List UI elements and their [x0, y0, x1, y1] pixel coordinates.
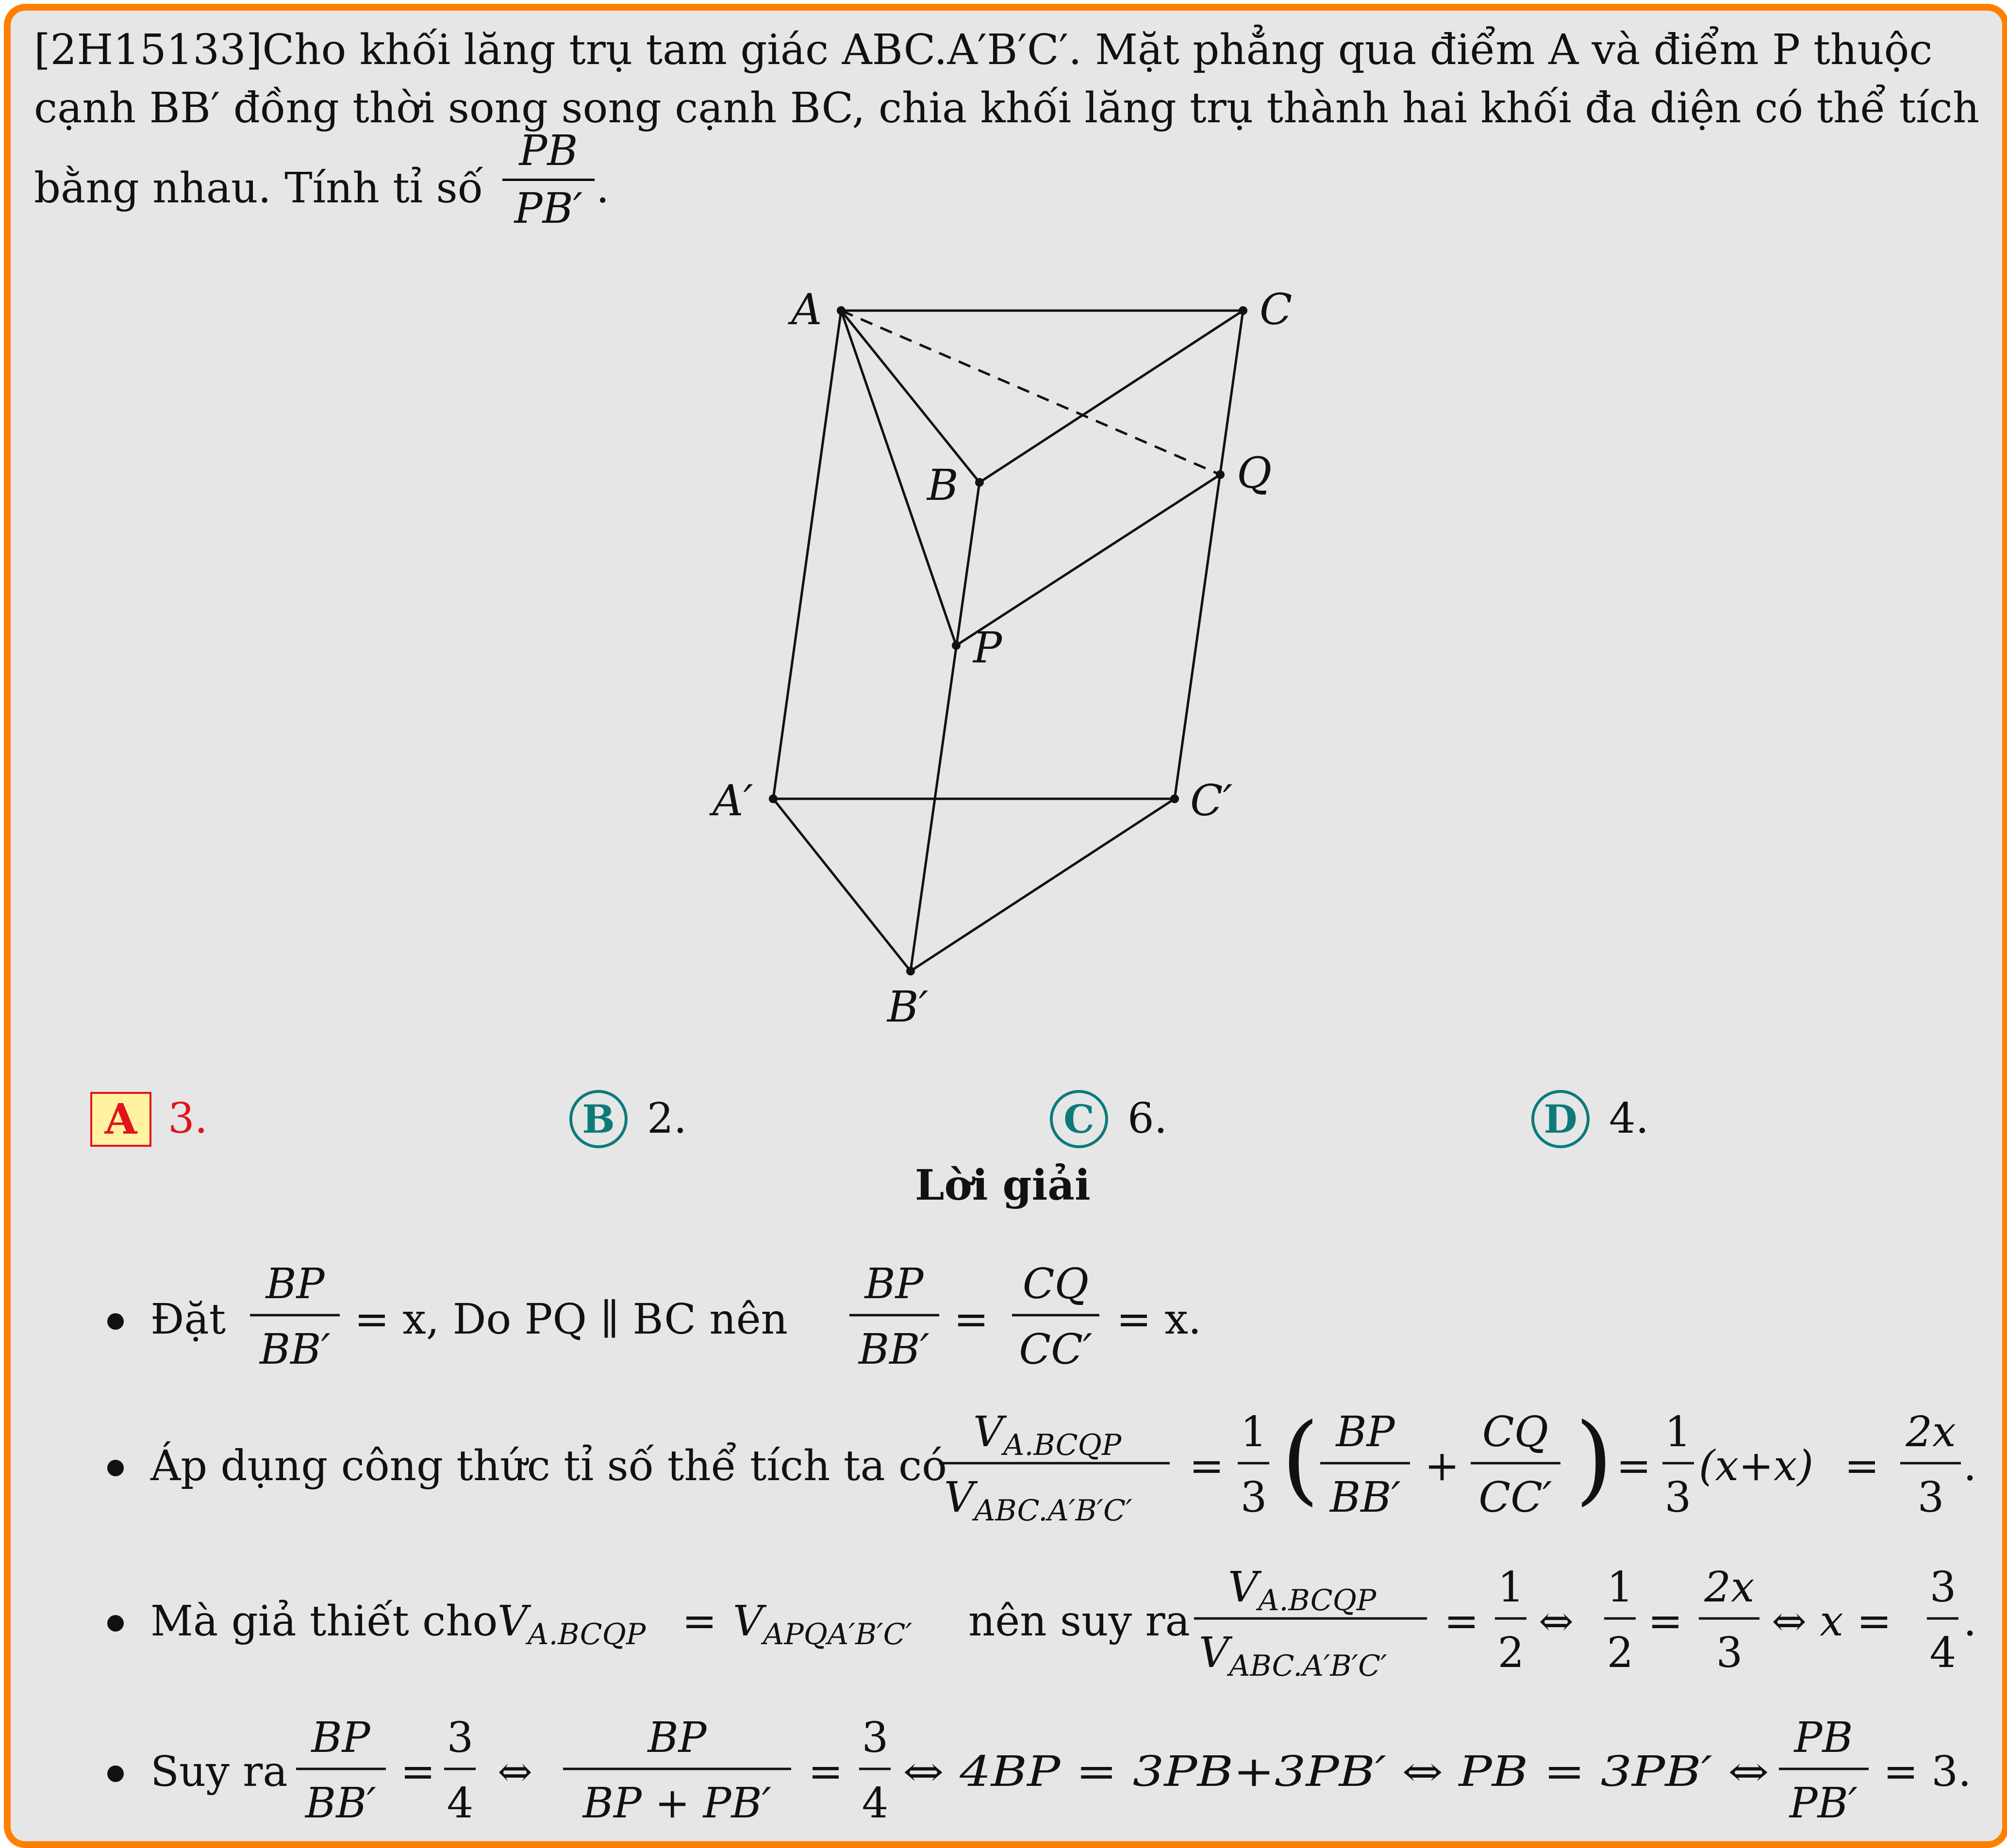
s4-3: 3	[447, 1714, 474, 1762]
s4-iff: ⇔	[498, 1748, 533, 1796]
s1-f2-num: BP	[864, 1260, 924, 1308]
s1-word: Đặt	[150, 1295, 226, 1344]
s4-4: 4	[447, 1779, 474, 1828]
label-A1: A′	[713, 776, 753, 825]
svg-text:VA.BCQP: $V_{A.BCQP}$	[1228, 1563, 1377, 1617]
s3-eq3: =	[1648, 1597, 1683, 1646]
s2-bp: BP	[1336, 1408, 1395, 1456]
s1-f1-den: BB′	[260, 1325, 331, 1374]
s2-plus: +	[1425, 1442, 1460, 1490]
s3-one: 1	[1497, 1563, 1525, 1612]
label-C1: C′	[1190, 776, 1233, 825]
s3-mid: nên suy ra	[968, 1597, 1190, 1646]
s4-text: Suy ra	[150, 1748, 288, 1796]
s1-eq: =	[954, 1295, 989, 1344]
svg-text:VABC.A′B′C′: $V_{ABC.A'B'C'}$	[1199, 1629, 1387, 1683]
bullet-4	[107, 1766, 124, 1782]
s3-iff1: ⇔	[1539, 1597, 1574, 1646]
s2-xx: (x+x)	[1699, 1442, 1814, 1490]
label-A: A	[791, 284, 822, 334]
choice-B-badge: B	[569, 1090, 628, 1148]
label-C: C	[1260, 284, 1293, 334]
s2-text: Áp dụng công thức tỉ số thể tích ta có	[150, 1442, 947, 1490]
s2-bb: BB′	[1330, 1473, 1401, 1522]
s4-den2: BP + PB′	[582, 1779, 772, 1828]
s4-bp: BP	[311, 1714, 370, 1762]
s2-three: 3	[1240, 1473, 1267, 1522]
s3-eq2: =	[1444, 1597, 1479, 1646]
s4-bb: BB′	[305, 1779, 376, 1828]
s1-mid: = x, Do PQ ∥ BC nên	[354, 1295, 788, 1344]
label-B: B	[927, 460, 959, 510]
problem-text-3: bằng nhau. Tính tỉ số	[34, 164, 483, 213]
s3-3b: 3	[1929, 1563, 1957, 1612]
svg-text:VA.BCQP: $V_{A.BCQP}$	[973, 1408, 1122, 1462]
s2-one: 1	[1240, 1408, 1267, 1456]
s3-text: Mà giả thiết cho	[150, 1597, 498, 1646]
s2-three-c: 3	[1917, 1473, 1944, 1522]
s1-end: = x.	[1116, 1295, 1202, 1344]
s4-pbp: PB′	[1789, 1779, 1858, 1828]
s2-lparen: (	[1281, 1402, 1320, 1516]
s2-dot: .	[1963, 1442, 1977, 1490]
s2-cq: CQ	[1482, 1408, 1549, 1456]
svg-text:VA.BCQP: $V_{A.BCQP}$	[498, 1597, 646, 1651]
s4-bp2: BP	[647, 1714, 707, 1762]
bullet-3	[107, 1615, 124, 1632]
s1-f1-num: BP	[265, 1260, 325, 1308]
s2-eq3: =	[1844, 1442, 1880, 1490]
problem-id: [2H15133]	[34, 26, 263, 74]
s2-2x: 2x	[1906, 1408, 1956, 1456]
s3-3: 3	[1716, 1629, 1743, 1677]
choice-D-value: 4.	[1609, 1094, 1649, 1143]
s2-three-b: 3	[1664, 1473, 1692, 1522]
s4-pb: PB	[1794, 1714, 1853, 1762]
s1-f2-den: BB′	[859, 1325, 929, 1374]
svg-text:VAPQA′B′C′: $V_{APQA'B'C'}$	[733, 1597, 912, 1651]
s4-3b: 3	[862, 1714, 889, 1762]
s4-eq1: =	[400, 1748, 436, 1796]
s4-eq2: =	[808, 1748, 844, 1796]
period: .	[596, 164, 610, 213]
s3-two: 2	[1497, 1629, 1525, 1677]
s3-dot: .	[1963, 1597, 1977, 1646]
choice-B-value: 2.	[647, 1094, 687, 1143]
problem-text-2: cạnh BB′ đồng thời song song cạnh BC, chia khối lăng trụ thành hai khối đa diện có thể tích	[34, 84, 1980, 132]
label-Q: Q	[1237, 448, 1272, 498]
s3-2x: 2x	[1704, 1563, 1755, 1612]
s3-eq: =	[682, 1597, 717, 1646]
choice-A-badge: A	[90, 1092, 151, 1147]
bullet-1	[107, 1313, 124, 1330]
bullet-2	[107, 1460, 124, 1476]
s2-eq1: =	[1189, 1442, 1225, 1490]
s4-4b: 4	[862, 1779, 889, 1828]
s4-end: = 3.	[1883, 1748, 1972, 1796]
choice-A-value: 3.	[168, 1094, 208, 1143]
s2-one-b: 1	[1664, 1408, 1692, 1456]
s3-one-b: 1	[1607, 1563, 1634, 1612]
s2-rparen: )	[1575, 1402, 1613, 1516]
solution-title: Lời giải	[915, 1161, 1091, 1210]
s3-4: 4	[1929, 1629, 1957, 1677]
label-B1: B′	[887, 982, 929, 1032]
svg-text:VABC.A′B′C′: $V_{ABC.A'B'C'}$	[944, 1473, 1132, 1528]
s4-mid: ⇔ 4BP = 3PB+3PB′ ⇔ PB = 3PB′ ⇔	[903, 1748, 1769, 1796]
s2-eq2: =	[1616, 1442, 1652, 1490]
s1-f3-den: CC′	[1019, 1325, 1093, 1374]
ratio-denominator: PB′	[514, 184, 583, 233]
choice-C-badge: C	[1050, 1090, 1108, 1148]
s3-two-b: 2	[1607, 1629, 1634, 1677]
s1-f3-num: CQ	[1022, 1260, 1089, 1308]
choice-D-badge: D	[1531, 1090, 1590, 1148]
s3-x: ⇔ x =	[1772, 1597, 1892, 1646]
problem-text-1: Cho khối lăng trụ tam giác ABC.A′B′C′. Mặt phẳng qua điểm A và điểm P thuộc	[262, 26, 1933, 74]
label-P: P	[973, 623, 1002, 673]
s2-cc: CC′	[1478, 1473, 1552, 1522]
choice-C-value: 6.	[1128, 1094, 1168, 1143]
ratio-numerator: PB	[519, 127, 578, 175]
